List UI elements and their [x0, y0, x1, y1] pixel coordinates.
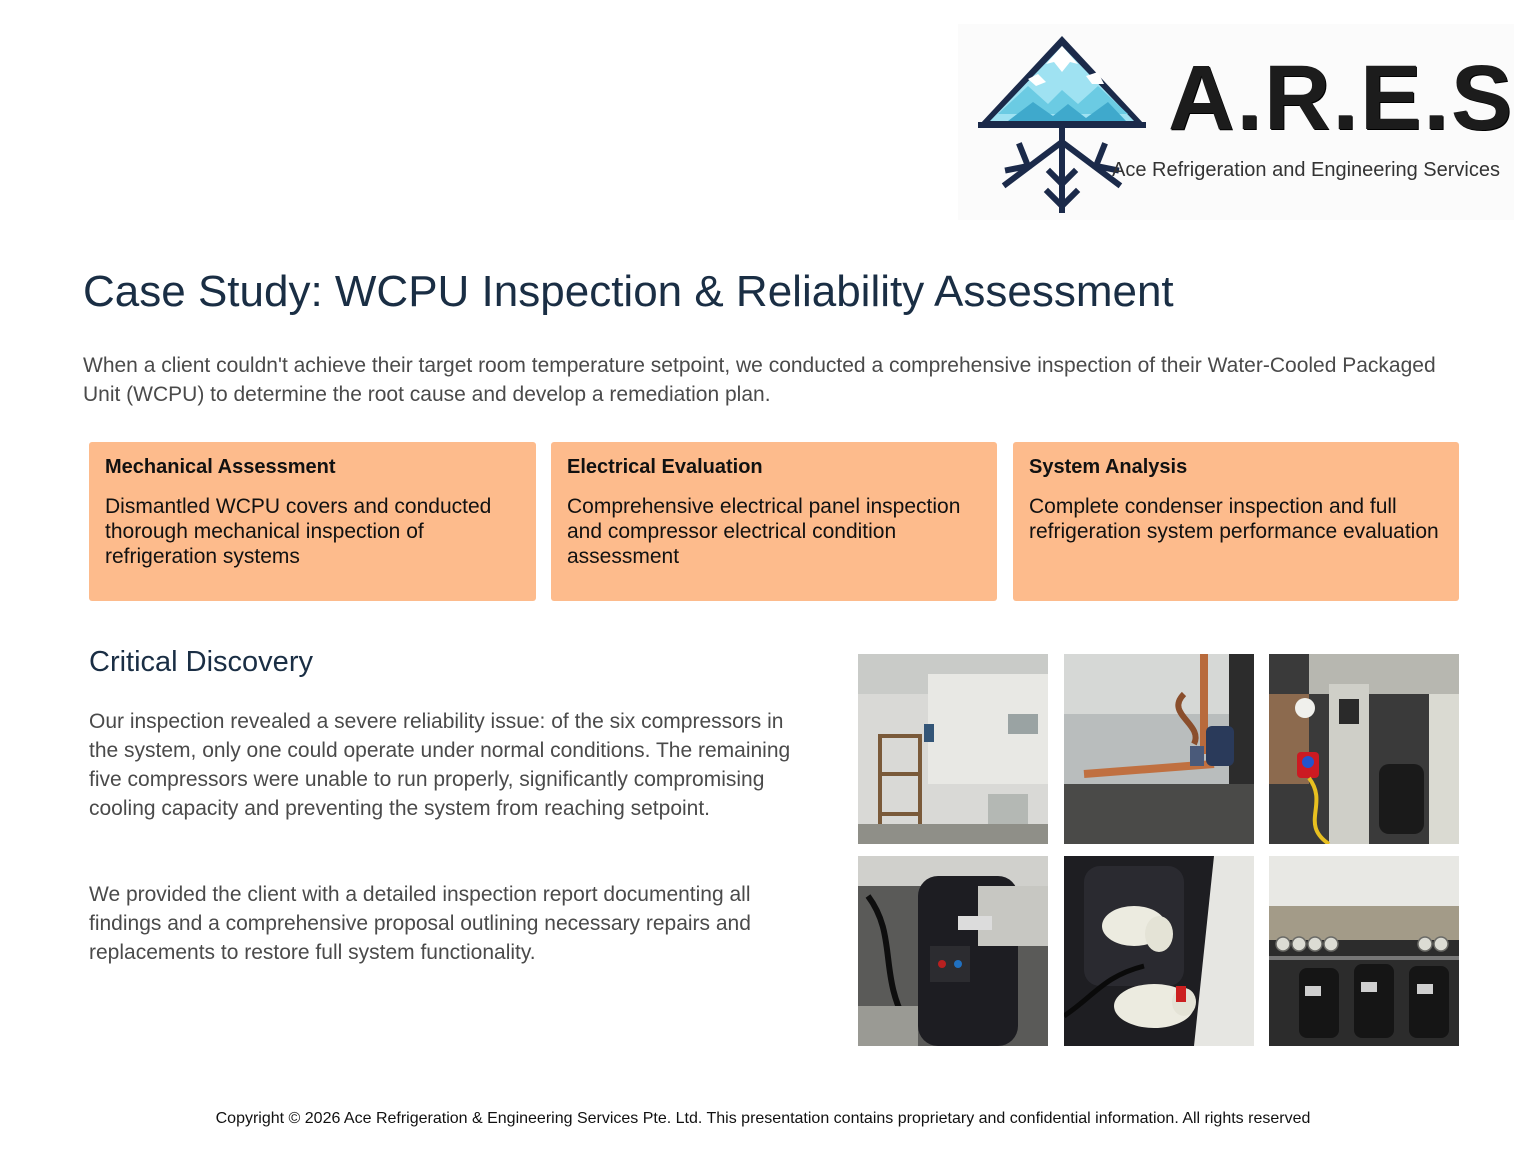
photo-technician-gauge — [1269, 654, 1459, 844]
card-text: Complete condenser inspection and full refrigeration system performance evaluation — [1029, 495, 1439, 543]
photo-copper-pipe-valve — [1064, 654, 1254, 844]
logo-tagline: Ace Refrigeration and Engineering Services — [1112, 159, 1500, 181]
card-mechanical-assessment — [89, 442, 536, 601]
discovery-paragraph-1: Our inspection revealed a severe reliability issue: of the six compressors in the system, only one could operate under normal conditions. The remaining five compressors were unable to run properly, significantly compromising cooling capacity and preventing the system from reaching setpoint. — [89, 710, 791, 820]
photo-scaffolding-unit — [858, 654, 1048, 844]
card-text: Comprehensive electrical panel inspection and compressor electrical condition assessment — [567, 495, 961, 568]
mountain-snowflake-icon — [958, 24, 1158, 220]
photo-compressor-row — [1269, 856, 1459, 1046]
intro-paragraph: When a client couldn't achieve their target room temperature setpoint, we conducted a comprehensive inspection of their Water-Cooled Packaged Unit (WCPU) to determine the root cause and develop a remediation plan. — [83, 354, 1436, 406]
footer-copyright: Copyright © 2026 Ace Refrigeration & Engineering Services Pte. Ltd. This presentation contains proprietary and confidential information. All rights reserved — [215, 1110, 1311, 1127]
card-title: Mechanical Assessment — [105, 456, 336, 478]
photo-compressor-wiring — [858, 856, 1048, 1046]
page-title: Case Study: WCPU Inspection & Reliability Assessment — [83, 267, 1174, 316]
logo-wordmark: A.R.E.S — [1168, 47, 1515, 149]
card-title: Electrical Evaluation — [567, 456, 763, 478]
section-title-critical-discovery: Critical Discovery — [89, 646, 313, 678]
company-logo — [958, 24, 1514, 220]
card-text: Dismantled WCPU covers and conducted thorough mechanical inspection of refrigeration systems — [105, 495, 492, 568]
card-system-analysis — [1013, 442, 1459, 601]
card-electrical-evaluation — [551, 442, 997, 601]
discovery-paragraph-2: We provided the client with a detailed inspection report documenting all findings and a comprehensive proposal outlining necessary repairs and replacements to restore full system functionality. — [89, 883, 751, 964]
photo-gloved-hands-wiring — [1064, 856, 1254, 1046]
card-title: System Analysis — [1029, 456, 1188, 478]
